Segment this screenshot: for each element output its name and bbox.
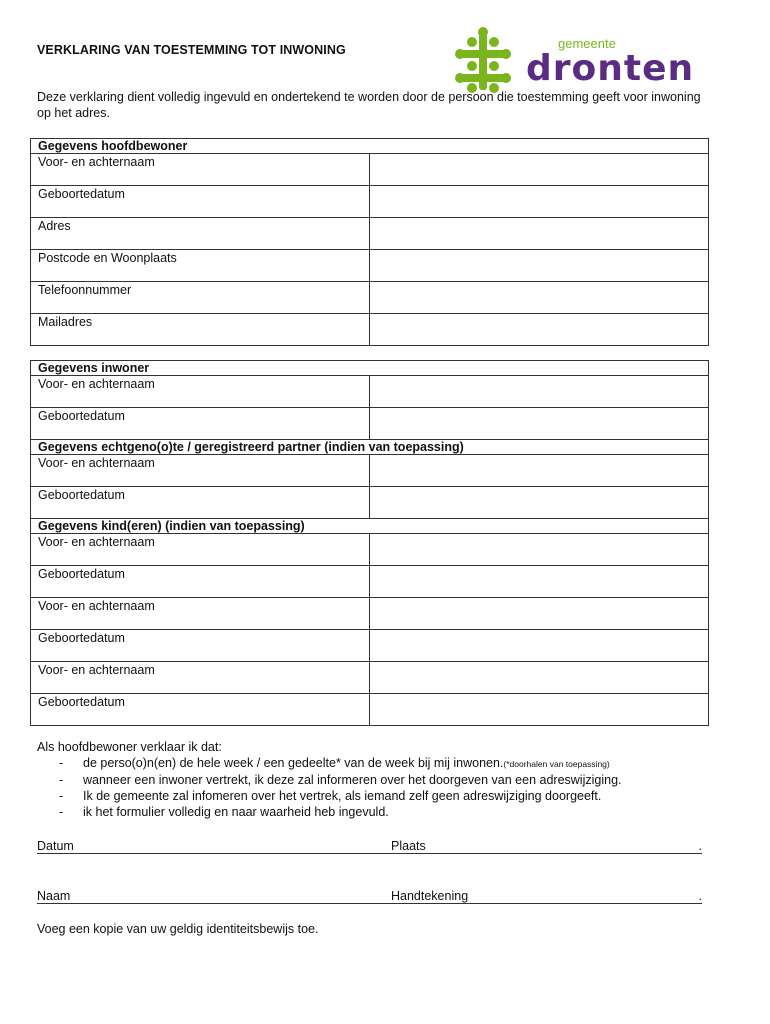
field-label: Voor- en achternaam [31, 376, 370, 408]
gemeente-dronten-logo [450, 24, 700, 94]
declaration-list [37, 755, 737, 820]
field-label: Geboortedatum [31, 487, 370, 519]
footer-note: Voeg een kopie van uw geldig identiteitsbewijs toe. [37, 922, 319, 936]
kind-1-naam-field[interactable] [370, 534, 709, 566]
field-label: Voor- en achternaam [31, 662, 370, 694]
section-heading-partner: Gegevens echtgeno(o)te / geregistreerd partner (indien van toepassing) [31, 440, 709, 455]
section-heading-inwoner: Gegevens inwoner [31, 361, 709, 376]
field-label: Adres [31, 218, 370, 250]
hoofdbewoner-postcode-field[interactable] [370, 250, 709, 282]
section-heading-kinderen: Gegevens kind(eren) (indien van toepassing) [31, 519, 709, 534]
kind-2-geboortedatum-field[interactable] [370, 630, 709, 662]
logo-emblem-icon [455, 27, 511, 93]
hoofdbewoner-telefoon-field[interactable] [370, 282, 709, 314]
partner-naam-field[interactable] [370, 455, 709, 487]
hoofdbewoner-mailadres-field[interactable] [370, 314, 709, 346]
declaration-item: - Ik de gemeente zal infomeren over het vertrek, als iemand zelf geen adreswijziging doorgeeft. [37, 788, 737, 804]
field-label: Geboortedatum [31, 186, 370, 218]
declaration-item [37, 755, 737, 772]
intro-text: Deze verklaring dient volledig ingevuld en ondertekend te worden door de persoon die toestemming geeft voor inwoning op het adres. [37, 90, 701, 120]
field-label: Voor- en achternaam [31, 534, 370, 566]
datum-label: Datum [37, 839, 74, 853]
field-label: Telefoonnummer [31, 282, 370, 314]
handtekening-line[interactable] [391, 889, 702, 904]
field-label: Voor- en achternaam [31, 598, 370, 630]
kind-1-geboortedatum-field[interactable] [370, 566, 709, 598]
field-label: Mailadres [31, 314, 370, 346]
logo-small-text: gemeente [558, 36, 616, 51]
hoofdbewoner-geboortedatum-field[interactable] [370, 186, 709, 218]
kind-3-naam-field[interactable] [370, 662, 709, 694]
inwoner-table [30, 360, 709, 726]
declaration [37, 739, 737, 820]
hoofdbewoner-table [30, 138, 709, 346]
inwoner-naam-field[interactable] [370, 376, 709, 408]
partner-geboortedatum-field[interactable] [370, 487, 709, 519]
field-label: Geboortedatum [31, 566, 370, 598]
field-label: Postcode en Woonplaats [31, 250, 370, 282]
field-label: Geboortedatum [31, 630, 370, 662]
declaration-intro: Als hoofdbewoner verklaar ik dat: [37, 740, 222, 754]
declaration-item: - ik het formulier volledig en naar waarheid heb ingevuld. [37, 804, 737, 820]
logo-large-text: dronten [526, 48, 695, 89]
kind-2-naam-field[interactable] [370, 598, 709, 630]
field-label: Geboortedatum [31, 408, 370, 440]
hoofdbewoner-adres-field[interactable] [370, 218, 709, 250]
document-title: VERKLARING VAN TOESTEMMING TOT INWONING [37, 43, 346, 57]
declaration-item: - wanneer een inwoner vertrekt, ik deze zal informeren over het doorgeven van een adreswijziging. [37, 772, 737, 788]
naam-line[interactable] [37, 889, 393, 904]
datum-line[interactable] [37, 839, 393, 854]
declaration-item-text: de perso(o)n(en) de hele week / een gedeelte* van de week bij mij inwonen. [83, 756, 504, 770]
naam-label: Naam [37, 889, 71, 903]
section-heading-hoofdbewoner: Gegevens hoofdbewoner [31, 139, 709, 154]
handtekening-label: Handtekening [391, 889, 469, 903]
field-label: Geboortedatum [31, 694, 370, 726]
plaats-line[interactable] [391, 839, 702, 854]
inwoner-geboortedatum-field[interactable] [370, 408, 709, 440]
plaats-label: Plaats [391, 839, 426, 853]
handtekening-end-mark: . [698, 889, 702, 903]
hoofdbewoner-naam-field[interactable] [370, 154, 709, 186]
field-label: Voor- en achternaam [31, 455, 370, 487]
field-label: Voor- en achternaam [31, 154, 370, 186]
declaration-item-note: (*doorhalen van toepassing) [503, 759, 610, 769]
kind-3-geboortedatum-field[interactable] [370, 694, 709, 726]
plaats-end-mark: . [698, 839, 702, 853]
